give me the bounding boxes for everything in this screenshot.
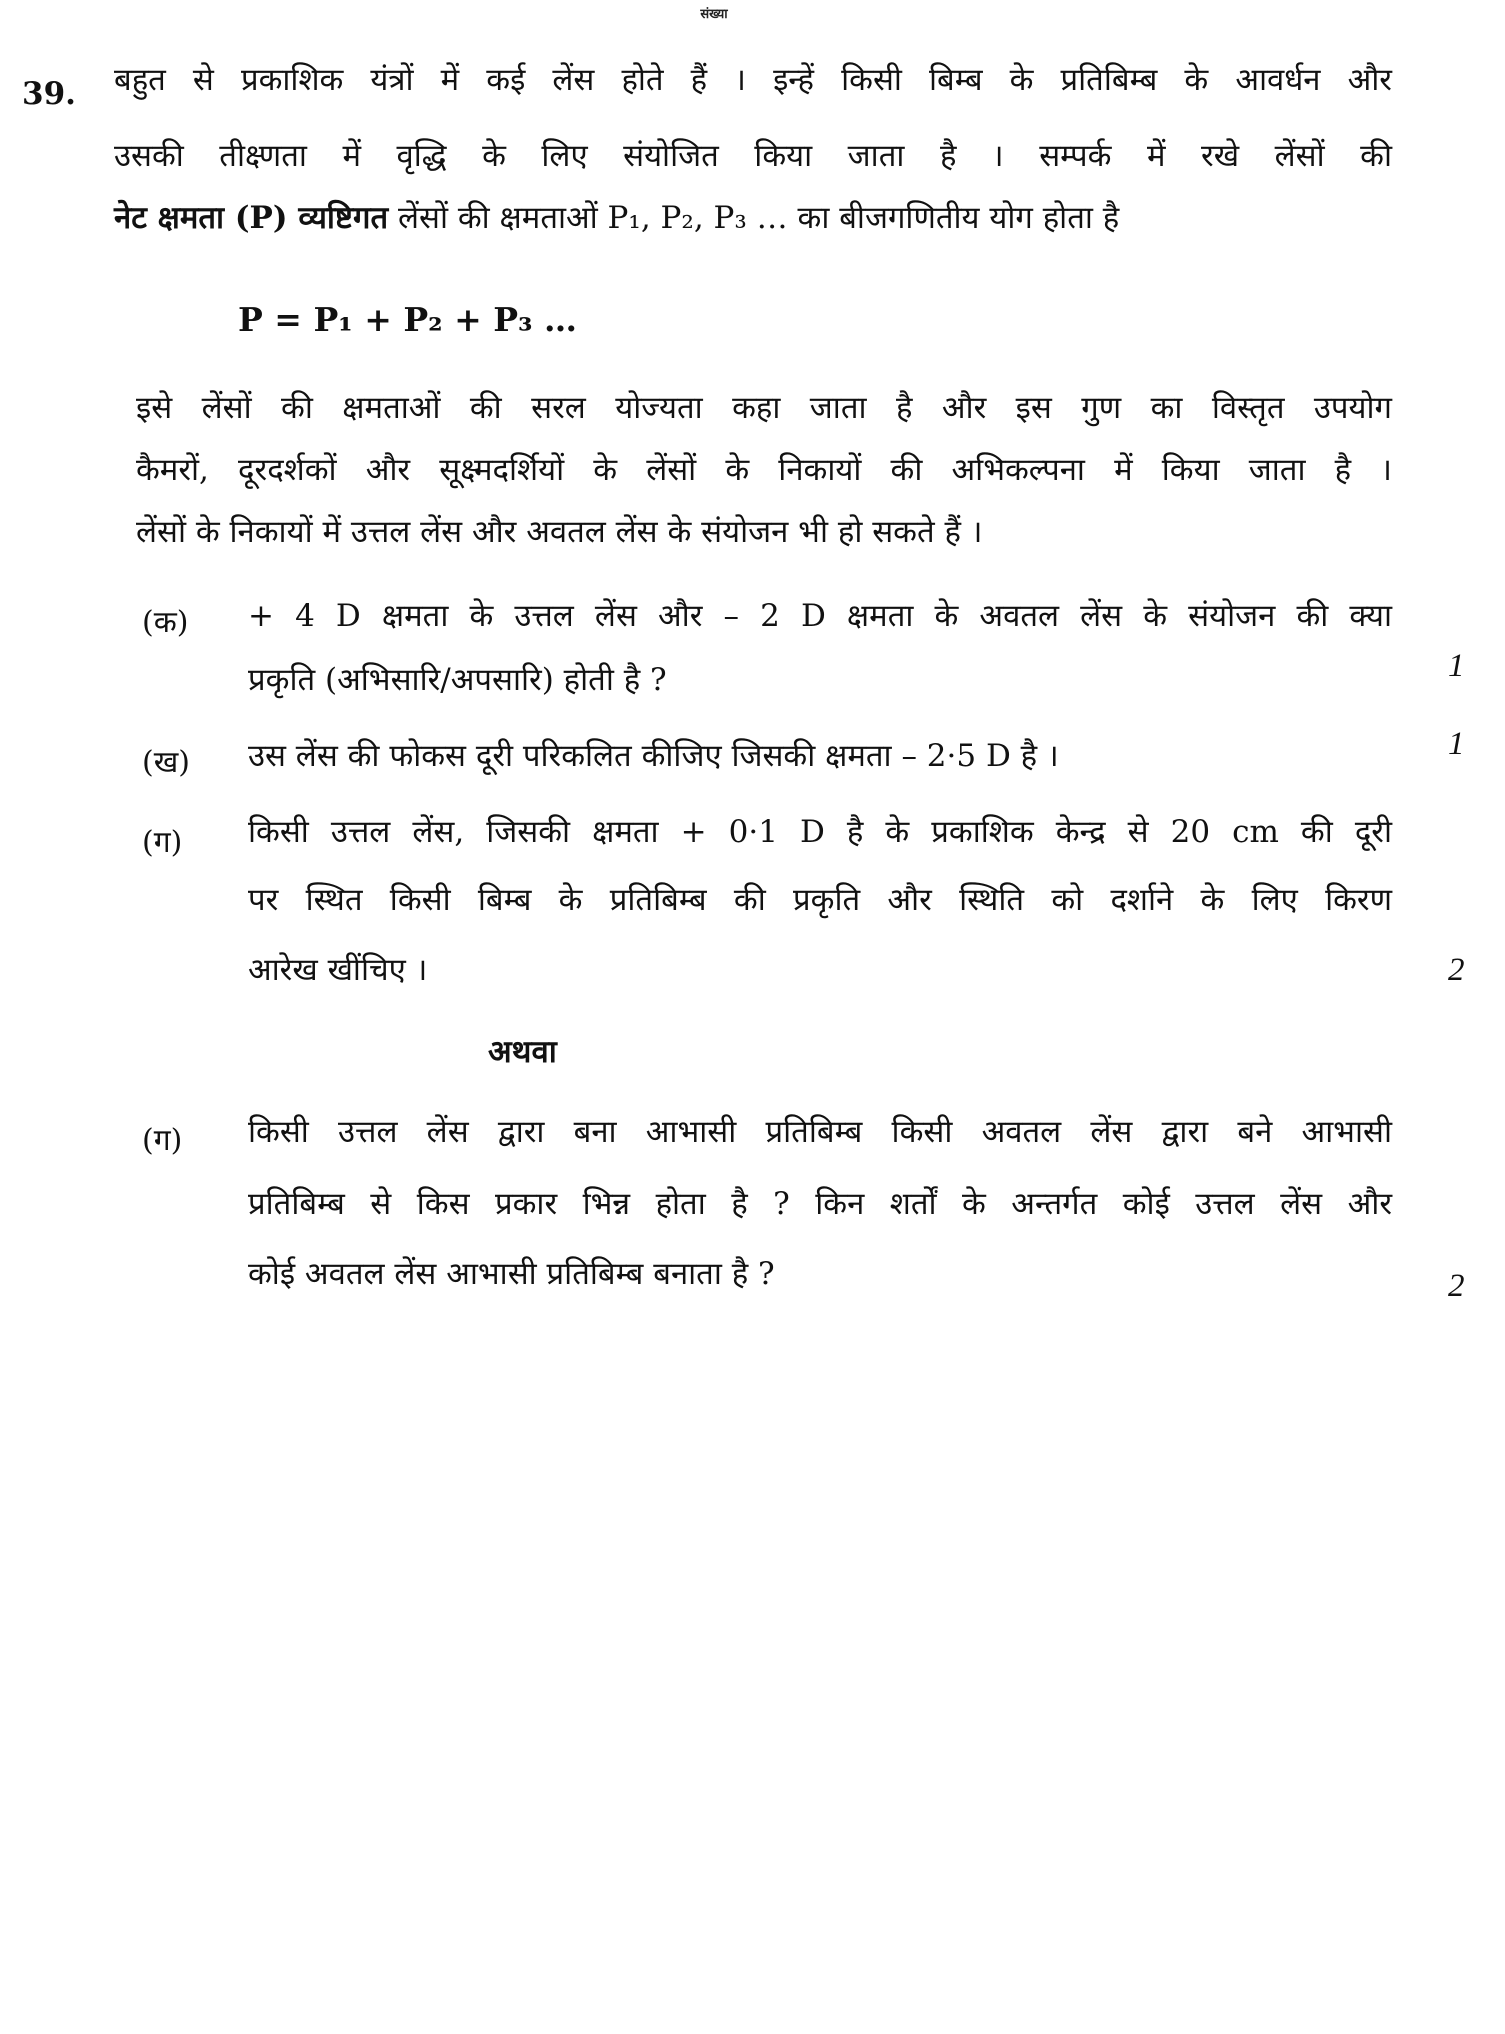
part-kha-line-1: उस लेंस की फोकस दूरी परिकलित कीजिए जिसकी क्षमता – 2·5 D है । xyxy=(248,738,1059,774)
part-ga-marks: 2 xyxy=(1448,952,1465,988)
intro-line-3-rest: लेंसों की क्षमताओं P₁, P₂, P₃ … का बीजगणितीय योग होता है xyxy=(388,200,1120,236)
intro-line-3-bold: नेट क्षमता (P) व्यष्टिगत xyxy=(114,200,389,236)
part-ka-line-1: + 4 D क्षमता के उत्तल लेंस और – 2 D क्षमता के अवतल लेंस के संयोजन की क्या xyxy=(248,598,1392,634)
part-ga-label: (ग) xyxy=(142,825,183,860)
para-line-2: कैमरों, दूरदर्शकों और सूक्ष्मदर्शियों के लेंसों के निकायों की अभिकल्पना में किया जाता है । xyxy=(136,452,1392,488)
intro-line-2: उसकी तीक्ष्णता में वृद्धि के लिए संयोजित किया जाता है । सम्पर्क में रखे लेंसों की xyxy=(114,138,1392,174)
intro-line-1: बहुत से प्रकाशिक यंत्रों में कई लेंस होते हैं । इन्हें किसी बिम्ब के प्रतिबिम्ब के आवर्धन और xyxy=(114,62,1392,98)
intro-line-3 xyxy=(114,198,1392,238)
alt-part-ga-line-2: प्रतिबिम्ब से किस प्रकार भिन्न होता है ? किन शर्तों के अन्तर्गत कोई उत्तल लेंस और xyxy=(248,1186,1392,1222)
question-number: 39. xyxy=(22,76,76,112)
part-ga-line-2: पर स्थित किसी बिम्ब के प्रतिबिम्ब की प्रकृति और स्थिति को दर्शाने के लिए किरण xyxy=(248,882,1392,918)
para-line-3: लेंसों के निकायों में उत्तल लेंस और अवतल लेंस के संयोजन भी हो सकते हैं । xyxy=(136,514,983,550)
alt-part-ga-label: (ग) xyxy=(142,1123,183,1158)
part-ka-label: (क) xyxy=(142,605,189,640)
or-separator: अथवा xyxy=(488,1034,557,1070)
alt-part-ga-line-3: कोई अवतल लेंस आभासी प्रतिबिम्ब बनाता है ? xyxy=(248,1256,775,1292)
part-kha-marks: 1 xyxy=(1448,726,1465,762)
lens-power-formula: P = P₁ + P₂ + P₃ … xyxy=(238,300,577,339)
alt-part-ga-marks: 2 xyxy=(1448,1268,1465,1304)
part-kha-label: (ख) xyxy=(142,745,190,780)
part-ga-line-3: आरेख खींचिए । xyxy=(248,952,428,988)
part-ka-marks: 1 xyxy=(1448,648,1465,684)
page-header-mark: संख्या xyxy=(700,7,728,22)
para-line-1: इसे लेंसों की क्षमताओं की सरल योज्यता कहा जाता है और इस गुण का विस्तृत उपयोग xyxy=(136,390,1392,426)
alt-part-ga-line-1: किसी उत्तल लेंस द्वारा बना आभासी प्रतिबिम्ब किसी अवतल लेंस द्वारा बने आभासी xyxy=(248,1114,1392,1150)
part-ga-line-1: किसी उत्तल लेंस, जिसकी क्षमता + 0·1 D है के प्रकाशिक केन्द्र से 20 cm की दूरी xyxy=(248,814,1392,850)
part-ka-line-2: प्रकृति (अभिसारि/अपसारि) होती है ? xyxy=(248,662,667,698)
